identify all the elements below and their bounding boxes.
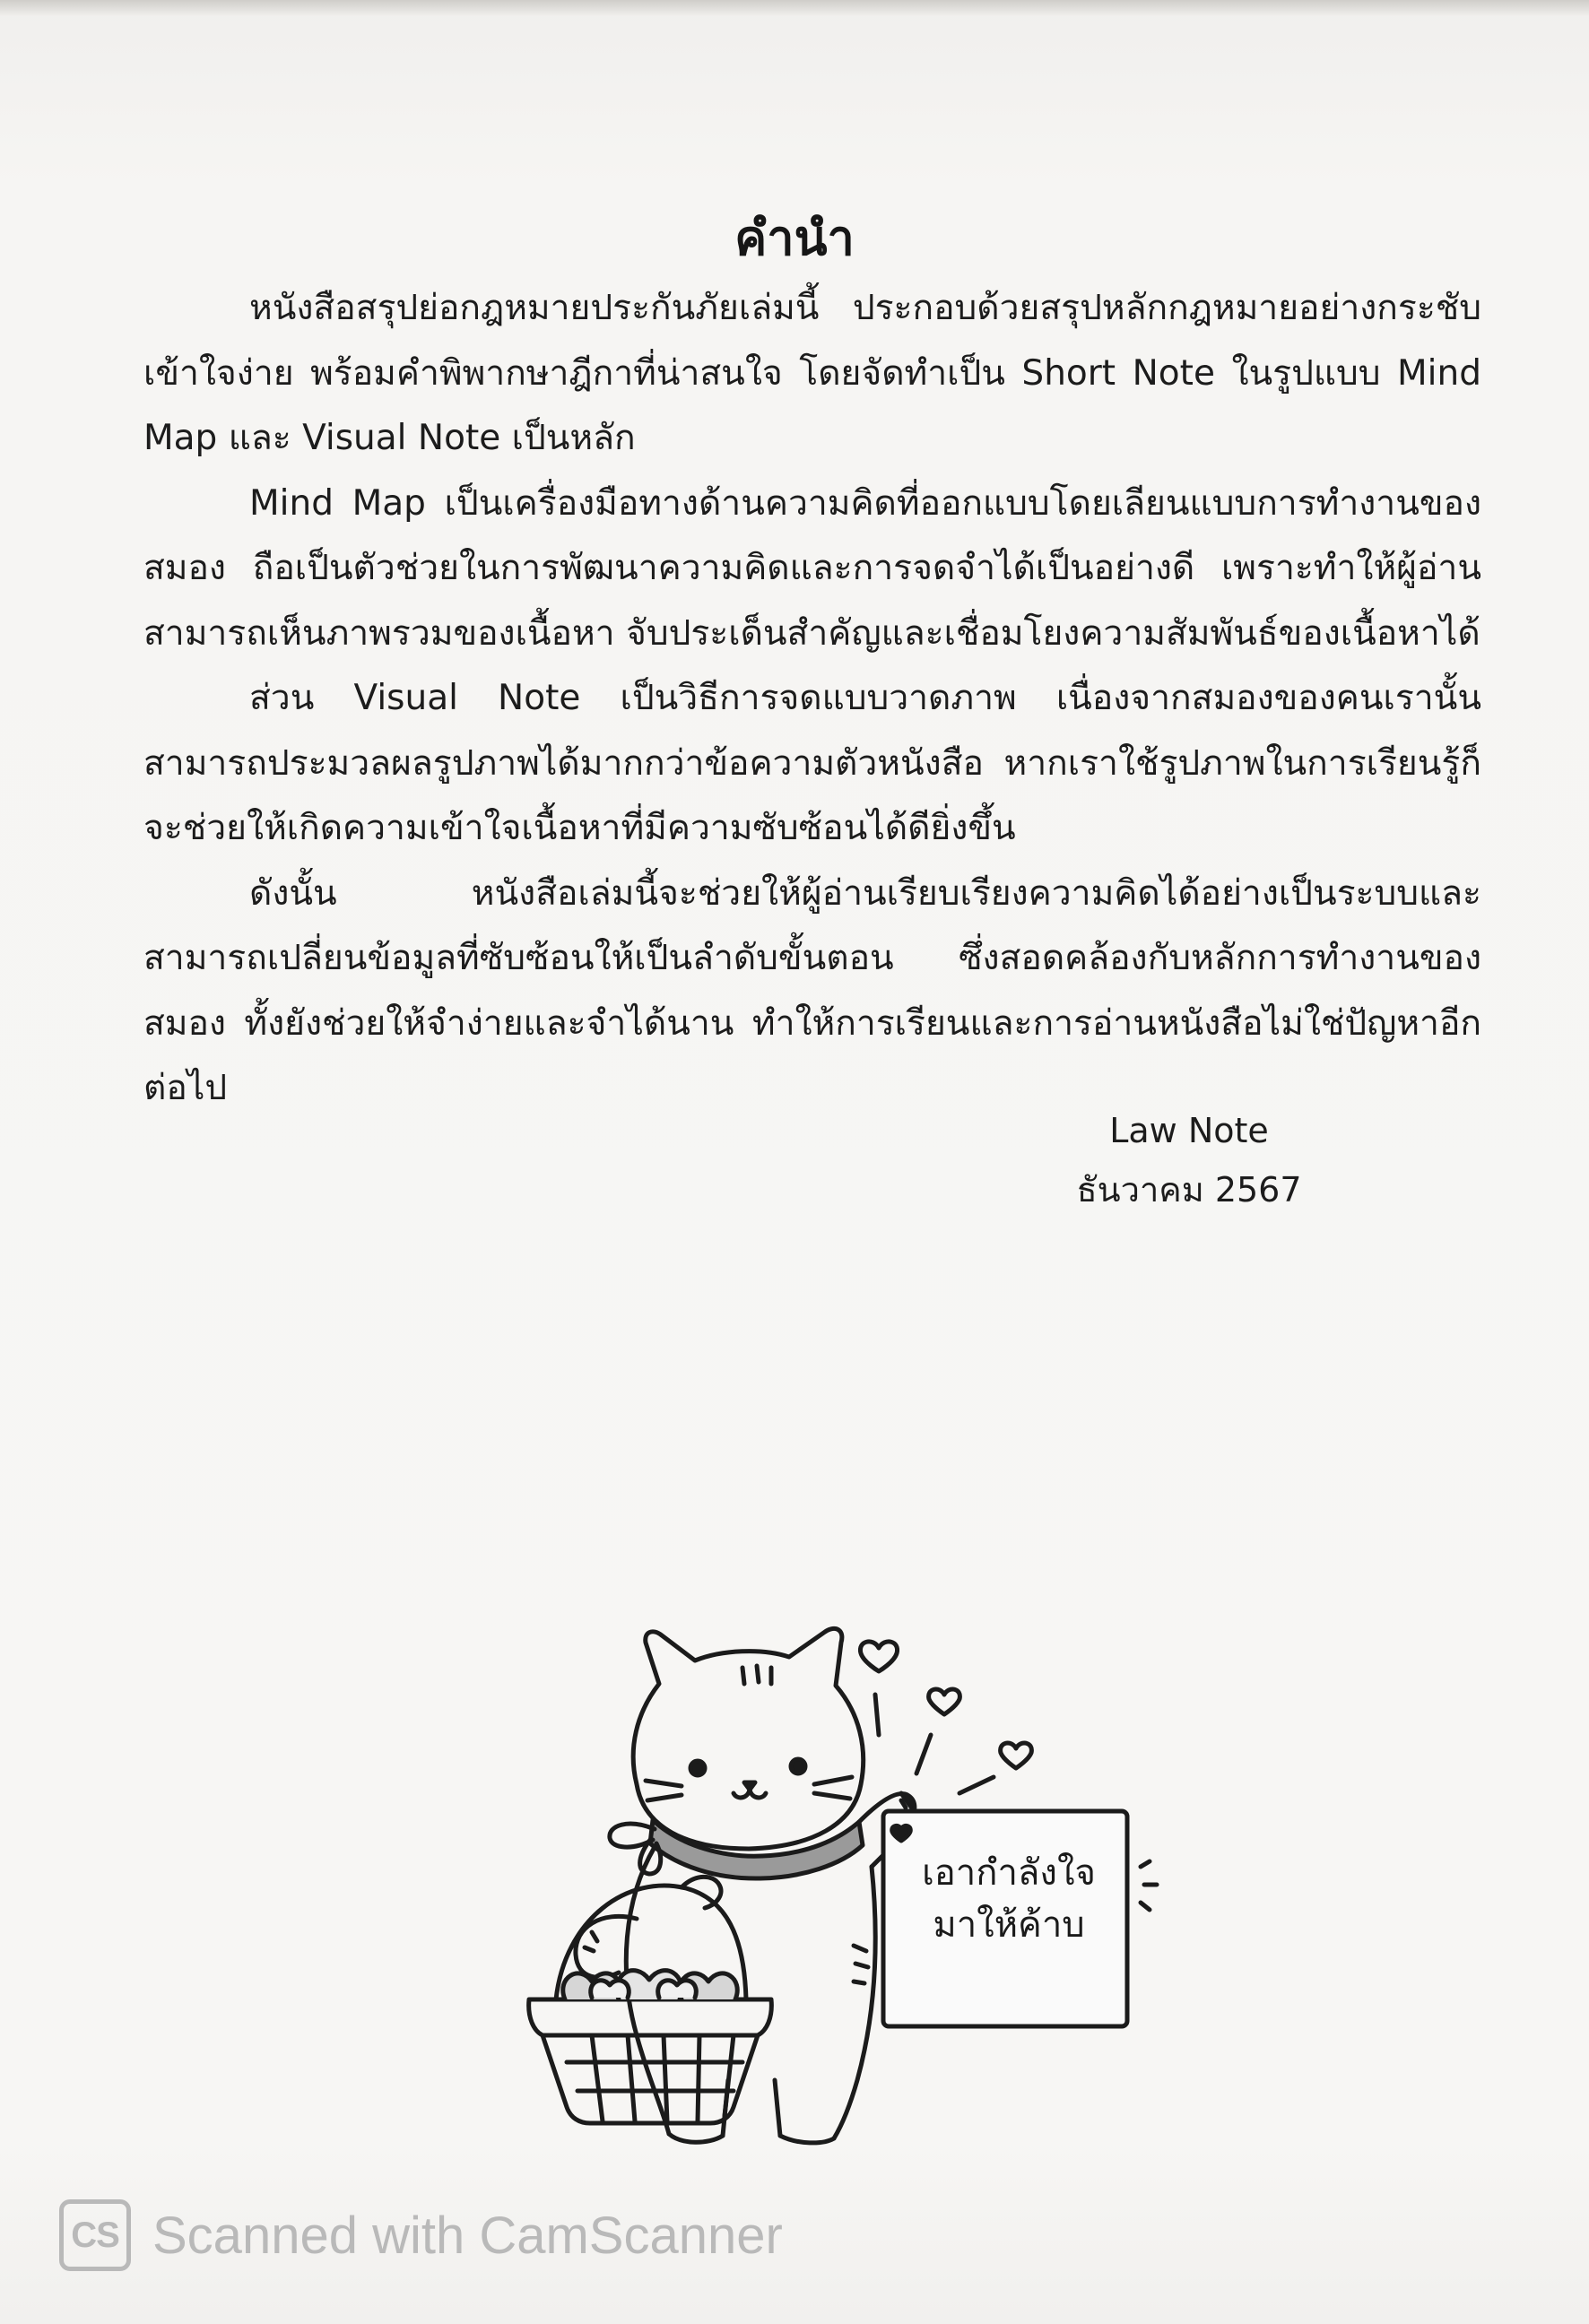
- paragraph: หนังสือสรุปย่อกฎหมายประกันภัยเล่มนี้ ประกอบด้วยสรุปหลักกฎหมายอย่างกระชับ เข้าใจง่าย พร้อมคำพิพากษาฎีกาที่น่าสนใจ โดยจัดทำเป็น Short Note ในรูปแบบ Mind Map และ Visual Note เป็นหลัก: [143, 288, 1481, 458]
- watermark-text: Scanned with CamScanner: [152, 2206, 783, 2265]
- sign-line-1: เอากำลังใจ: [922, 1852, 1096, 1894]
- paragraph: ส่วน Visual Note เป็นวิธีการจดแบบวาดภาพ เนื่องจากสมองของคนเรานั้นสามารถประมวลผลรูปภาพได้มากกว่าข้อความตัวหนังสือ หากเราใช้รูปภาพในการเรียนรู้ก็จะช่วยให้เกิดความเข้าใจเนื้อหาที่มีความซับซ้อนได้ดียิ่งขึ้น: [143, 678, 1481, 848]
- cat-head: [633, 1628, 864, 1849]
- page-title: คำนำ: [734, 210, 855, 266]
- heart-icon: [892, 1825, 911, 1841]
- signature-date: ธันวาคม 2567: [1076, 1170, 1302, 1210]
- signature-author: Law Note: [1109, 1111, 1269, 1150]
- sign-line-2: มาให้ค้าบ: [933, 1904, 1085, 1946]
- page-top-edge: [0, 0, 1589, 16]
- camscanner-watermark: [59, 2195, 783, 2276]
- heart-icon: [658, 1981, 697, 1998]
- paragraph: Mind Map เป็นเครื่องมือทางด้านความคิดที่ออกแบบโดยเลียนแบบการทำงานของสมอง ถือเป็นตัวช่วยในการพัฒนาความคิดและการจดจำได้เป็นอย่างดี เพราะทำให้ผู้อ่านสามารถเห็นภาพรวมของเนื้อหา จับประเด็นสำคัญและเชื่อมโยงความสัมพันธ์ของเนื้อหาได้: [143, 482, 1481, 654]
- preface-body: [143, 276, 1481, 1122]
- heart-icon: [929, 1689, 960, 1714]
- heart-icon: [591, 1981, 630, 1998]
- camscanner-logo-icon: CS: [59, 2199, 131, 2271]
- paragraph: ดังนั้น หนังสือเล่มนี้จะช่วยให้ผู้อ่านเรียบเรียงความคิดได้อย่างเป็นระบบและสามารถเปลี่ยนข้อมูลที่ซับซ้อนให้เป็นลำดับขั้นตอน ซึ่งสอดคล้องกับหลักการทำงานของสมอง ทั้งยังช่วยให้จำง่ายและจำได้นาน ทำให้การเรียนและการอ่านหนังสือไม่ใช่ปัญหาอีกต่อไป: [143, 872, 1481, 1108]
- signature-block: [1055, 1101, 1324, 1219]
- heart-icon: [860, 1642, 897, 1671]
- sign-message: [897, 1847, 1121, 1951]
- heart-icon: [1001, 1743, 1032, 1768]
